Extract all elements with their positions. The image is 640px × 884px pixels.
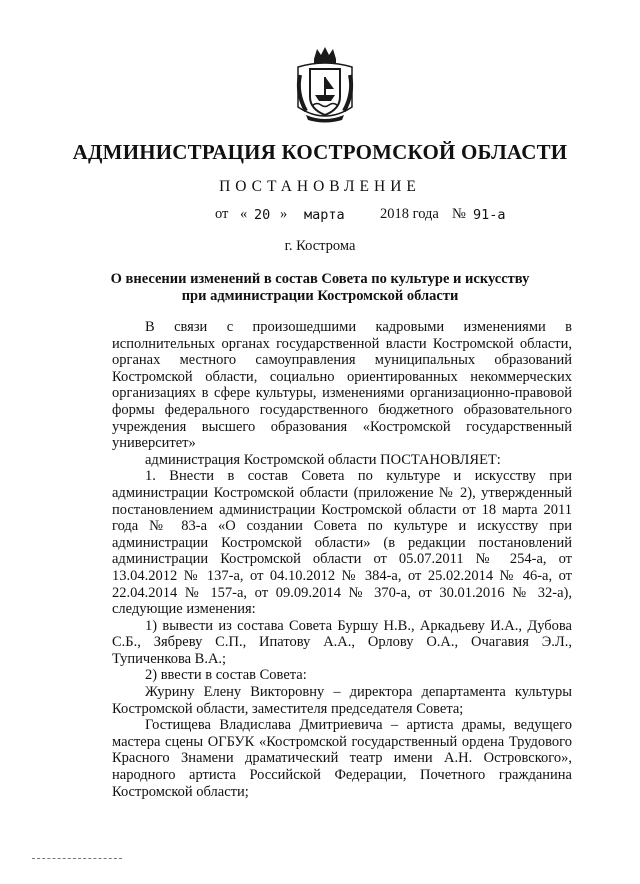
footer-divider <box>32 858 122 859</box>
resolution-paragraph: администрация Костромской области ПОСТАНОВЛЯЕТ: <box>145 451 501 468</box>
issuing-authority: АДМИНИСТРАЦИЯ КОСТРОМСКОЙ ОБЛАСТИ <box>72 140 568 164</box>
date-prefix: от <box>215 206 229 222</box>
member-paragraph: Гостищева Владислава Дмитриевича – артиста драмы, ведущего мастера сцены ОГБУК «Костромской государственный ордена Трудового Красного Знамени драматический театр имени А.Н. Островского», народного артиста Российской Федерации, Почетного гражданина Костромской области; <box>112 717 572 800</box>
quote-open: « <box>240 206 248 222</box>
title-line-2: при администрации Костромской области <box>181 288 459 304</box>
clause-1-1-paragraph: 1) вывести из состава Совета Буршу Н.В., Аркадьеву И.А., Дубова С.Б., Зябреву С.П., Ипатову А.А., Орлову О.А., Очагавия Э.Л., Тупиченкова В.А.; <box>112 617 572 667</box>
title-line-1: О внесении изменений в состав Совета по культуре и искусству <box>110 271 530 287</box>
coat-of-arms-icon <box>292 45 358 125</box>
document-type: ПОСТАНОВЛЕНИЕ <box>219 178 421 195</box>
number-sign: № <box>452 206 466 222</box>
date-month: марта <box>304 207 345 223</box>
date-day: 20 <box>254 207 271 223</box>
document-title <box>110 271 530 305</box>
document-body <box>112 319 572 800</box>
preamble-paragraph: В связи с произошедшими кадровыми изменениями в исполнительных органах государственной власти Костромской области, органах местного самоуправления муниципальных образований Костромской области, социально ориентированных некоммерческих организациях в сфере культуры, изменениями организационно-правовой формы федерального государственного бюджетного образовательного учреждения высшего образования «Костромской государственный университет» <box>112 319 572 452</box>
quote-close: » <box>280 206 288 222</box>
clause-1-paragraph: 1. Внести в состав Совета по культуре и искусству при администрации Костромской области (приложение № 2), утвержденный постановлением администрации Костромской области от 18 марта 2011 года № 83-а «О создании Совета по культуре и искусству при администрации Костромской области» (в редакции постановлений администрации Костромской области от 05.07.2011 № 254-а, от 13.04.2012 № 137-а, от 04.10.2012 № 384-а, от 25.02.2014 № 46-а, от 22.04.2014 № 157-а, от 09.09.2014 № 370-а, от 30.01.2016 № 32-а), следующие изменения: <box>112 468 572 618</box>
date-number-line <box>0 206 640 226</box>
clause-1-2-paragraph: 2) ввести в состав Совета: <box>145 667 307 684</box>
member-paragraph: Журину Елену Викторовну – директора департамента культуры Костромской области, заместителя председателя Совета; <box>112 684 572 717</box>
city: г. Кострома <box>284 238 356 254</box>
date-year: 2018 года <box>380 206 439 222</box>
document-number: 91-а <box>473 207 506 223</box>
